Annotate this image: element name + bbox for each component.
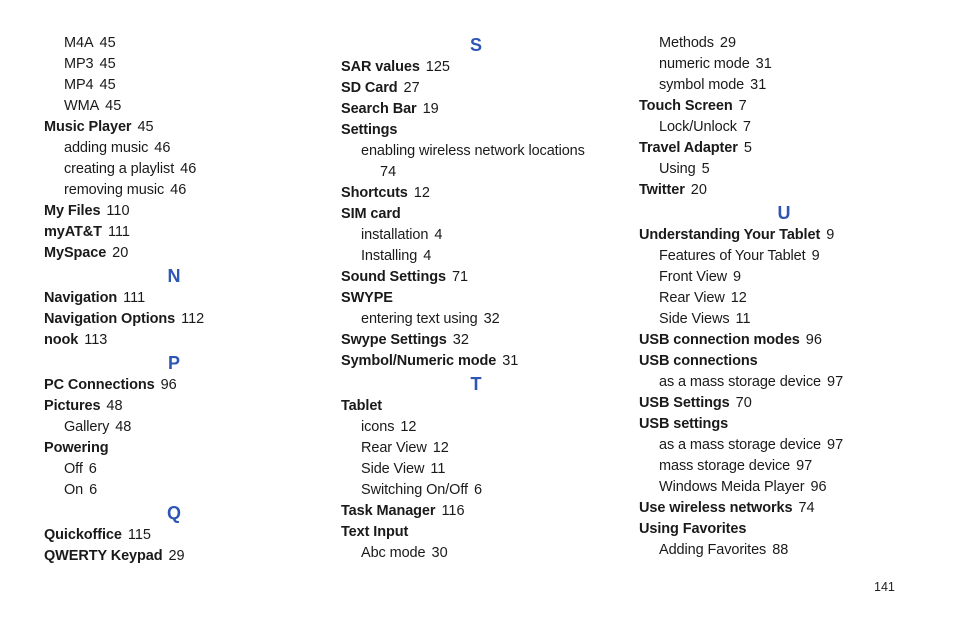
index-subentry [44,159,304,180]
index-section-letter: T [470,374,482,394]
index-term: WMA [64,98,100,114]
index-subentry [639,33,929,54]
index-subentry [639,372,929,393]
index-page-ref: 112 [181,311,205,327]
index-subentry [341,417,611,438]
index-term: My Files [44,203,101,219]
index-page-ref: 125 [425,59,450,75]
index-term: Shortcuts [341,185,408,201]
index-term: SIM card [341,206,401,222]
index-page-ref: 45 [99,56,116,72]
index-subentry [44,417,304,438]
index-subentry [639,267,929,288]
index-term: MP3 [64,56,94,72]
index-subentry [341,459,611,480]
index-entry [44,546,304,567]
index-subentry [341,246,611,267]
index-subentry [44,75,304,96]
index-page-ref: 11 [735,311,751,327]
index-term: symbol mode [659,77,745,93]
index-page-ref: 7 [738,98,747,114]
index-term: Lock/Unlock [659,119,737,135]
index-page-ref: 96 [805,332,822,348]
index-subentry [639,477,929,498]
index-page-ref: 29 [168,548,185,564]
index-term: Rear View [659,290,725,306]
index-page-ref: 115 [127,527,151,543]
index-page-ref: 12 [432,440,449,456]
index-entry [44,201,304,222]
index-term: Music Player [44,119,132,135]
index-page-ref: 48 [115,419,132,435]
index-term: MySpace [44,245,107,261]
index-entry [341,204,611,225]
index-page-ref: 11 [430,461,446,477]
index-subentry [341,162,611,183]
index-page-ref: 113 [84,332,108,348]
index-page-ref: 70 [735,395,752,411]
index-subentry [639,54,929,75]
index-term: Quickoffice [44,527,122,543]
index-term: Sound Settings [341,269,446,285]
index-term: SD Card [341,80,398,96]
index-page-ref: 27 [403,80,420,96]
index-page-ref: 74 [380,164,397,180]
index-term: Side View [361,461,425,477]
index-subentry [44,54,304,75]
index-entry [639,138,929,159]
index-subentry [639,456,929,477]
index-page-ref: 12 [400,419,417,435]
index-page-ref: 96 [160,377,177,393]
index-section-letter: S [469,35,482,55]
index-entry [44,330,304,351]
index-page-ref: 97 [827,437,844,453]
index-column-1 [44,33,304,567]
index-page-ref: 45 [99,77,116,93]
index-page-ref: 48 [106,398,123,414]
index-page-ref: 74 [798,500,815,516]
index-entry [639,180,929,201]
index-term: Rear View [361,440,427,456]
index-term: myAT&T [44,224,102,240]
index-page-ref: 111 [123,290,146,306]
index-term: USB connections [639,353,758,369]
index-term: Adding Favorites [659,542,767,558]
index-subentry [44,96,304,117]
index-subentry [341,141,611,162]
index-subentry [639,540,929,561]
index-entry [639,498,929,519]
index-term: as a mass storage device [659,374,822,390]
index-column-2 [341,33,611,564]
index-subentry [44,33,304,54]
index-subentry [639,117,929,138]
index-subentry [341,480,611,501]
index-term: M4A [64,35,94,51]
index-page-ref: 111 [107,224,130,240]
index-page-ref: 20 [112,245,129,261]
index-entry [44,288,304,309]
index-term: removing music [64,182,165,198]
index-section-letter: P [167,353,180,373]
index-column-3 [639,33,929,561]
index-page-ref: 45 [99,35,116,51]
index-page-ref: 32 [452,332,469,348]
index-term: nook [44,332,79,348]
index-entry [44,396,304,417]
index-term: USB settings [639,416,729,432]
index-entry [341,120,611,141]
index-page-ref: 12 [413,185,430,201]
index-subentry [639,75,929,96]
index-section-letter: U [777,203,791,223]
index-page-ref: 116 [441,503,465,519]
index-entry [639,351,929,372]
index-entry [341,288,611,309]
index-term: Tablet [341,398,383,414]
index-entry [341,99,611,120]
index-page-ref: 97 [796,458,813,474]
index-page-ref: 5 [743,140,752,156]
index-entry [341,183,611,204]
index-term: Pictures [44,398,101,414]
index-term: Twitter [639,182,685,198]
index-term: Methods [659,35,714,51]
index-term: QWERTY Keypad [44,548,163,564]
index-page-ref: 31 [502,353,519,369]
index-entry [44,222,304,243]
index-entry [341,330,611,351]
index-term: SWYPE [341,290,393,306]
index-subentry [639,288,929,309]
index-entry [639,393,929,414]
index-term: mass storage device [659,458,791,474]
index-page-ref: 6 [89,482,98,498]
index-page-ref: 9 [733,269,742,285]
index-term: Powering [44,440,109,456]
index-entry [341,78,611,99]
index-entry [341,267,611,288]
index-term: as a mass storage device [659,437,822,453]
index-entry [44,525,304,546]
index-page-ref: 9 [826,227,835,243]
index-term: Off [64,461,83,477]
index-section-letter: N [167,266,181,286]
index-entry [341,501,611,522]
index-term: Windows Meida Player [659,479,805,495]
index-subentry [341,438,611,459]
index-term: icons [361,419,395,435]
index-term: Travel Adapter [639,140,738,156]
index-page-ref: 46 [170,182,187,198]
index-page-ref: 4 [423,248,432,264]
index-entry [44,309,304,330]
index-term: adding music [64,140,149,156]
index-page-ref: 19 [422,101,439,117]
index-page-ref: 96 [810,479,827,495]
index-entry [639,414,929,435]
index-term: Settings [341,122,398,138]
index-subentry [341,225,611,246]
index-entry [44,243,304,264]
index-entry [44,438,304,459]
index-subentry [639,435,929,456]
index-term: Gallery [64,419,110,435]
index-page-ref: 12 [730,290,747,306]
index-page-ref: 97 [827,374,844,390]
index-term: SAR values [341,59,420,75]
index-subentry [44,180,304,201]
index-page-ref: 4 [434,227,443,243]
index-term: Side Views [659,311,730,327]
index-entry [341,396,611,417]
index-term: MP4 [64,77,94,93]
index-subentry [639,309,929,330]
index-page-ref: 20 [690,182,707,198]
index-page-ref: 9 [811,248,820,264]
index-term: Task Manager [341,503,436,519]
index-term: Navigation [44,290,118,306]
index-term: Using [659,161,696,177]
index-term: Using Favorites [639,521,747,537]
index-subentry [341,543,611,564]
index-term: USB connection modes [639,332,800,348]
index-subentry [44,138,304,159]
index-page-ref: 29 [719,35,737,51]
index-subentry [639,159,929,180]
index-entry [639,96,929,117]
index-term: creating a playlist [64,161,175,177]
index-page-ref: 31 [755,56,772,72]
index-page-ref: 45 [105,98,122,114]
index-entry [341,351,611,372]
index-page-ref: 32 [483,311,500,327]
index-page-ref: 6 [88,461,97,477]
index-term: PC Connections [44,377,155,393]
index-subentry [44,480,304,501]
index-entry [639,225,929,246]
index-page-ref: 71 [451,269,469,285]
index-term: Search Bar [341,101,417,117]
index-term: Understanding Your Tablet [639,227,821,243]
index-term: Touch Screen [639,98,733,114]
index-subentry [639,246,929,267]
index-term: enabling wireless network locations [361,143,585,159]
index-term: Switching On/Off [361,482,468,498]
index-term: Use wireless networks [639,500,793,516]
index-term: USB Settings [639,395,730,411]
index-term: Front View [659,269,728,285]
index-page-ref: 110 [106,203,130,219]
index-term: Installing [361,248,418,264]
index-entry [639,519,929,540]
index-term: Text Input [341,524,409,540]
index-term: Symbol/Numeric mode [341,353,497,369]
page-number: 141 [874,580,895,594]
index-entry [639,330,929,351]
index-term: entering text using [361,311,478,327]
index-page-ref: 7 [742,119,751,135]
index-page-ref: 45 [137,119,154,135]
index-entry [44,117,304,138]
index-page-ref: 6 [473,482,483,498]
index-term: On [64,482,84,498]
index-entry [341,522,611,543]
index-section-letter: Q [166,503,181,523]
index-term: installation [361,227,429,243]
index-term: Swype Settings [341,332,447,348]
index-entry [44,375,304,396]
index-entry [341,57,611,78]
index-term: numeric mode [659,56,750,72]
index-subentry [341,309,611,330]
index-term: Navigation Options [44,311,176,327]
index-page-ref: 5 [701,161,710,177]
index-term: Features of Your Tablet [659,248,806,264]
index-page-ref: 31 [750,77,767,93]
index-term: Abc mode [361,545,426,561]
index-page-ref: 46 [154,140,171,156]
index-subentry [44,459,304,480]
index-page-ref: 30 [431,545,448,561]
index-page-ref: 46 [180,161,197,177]
index-page-ref: 88 [772,542,789,558]
